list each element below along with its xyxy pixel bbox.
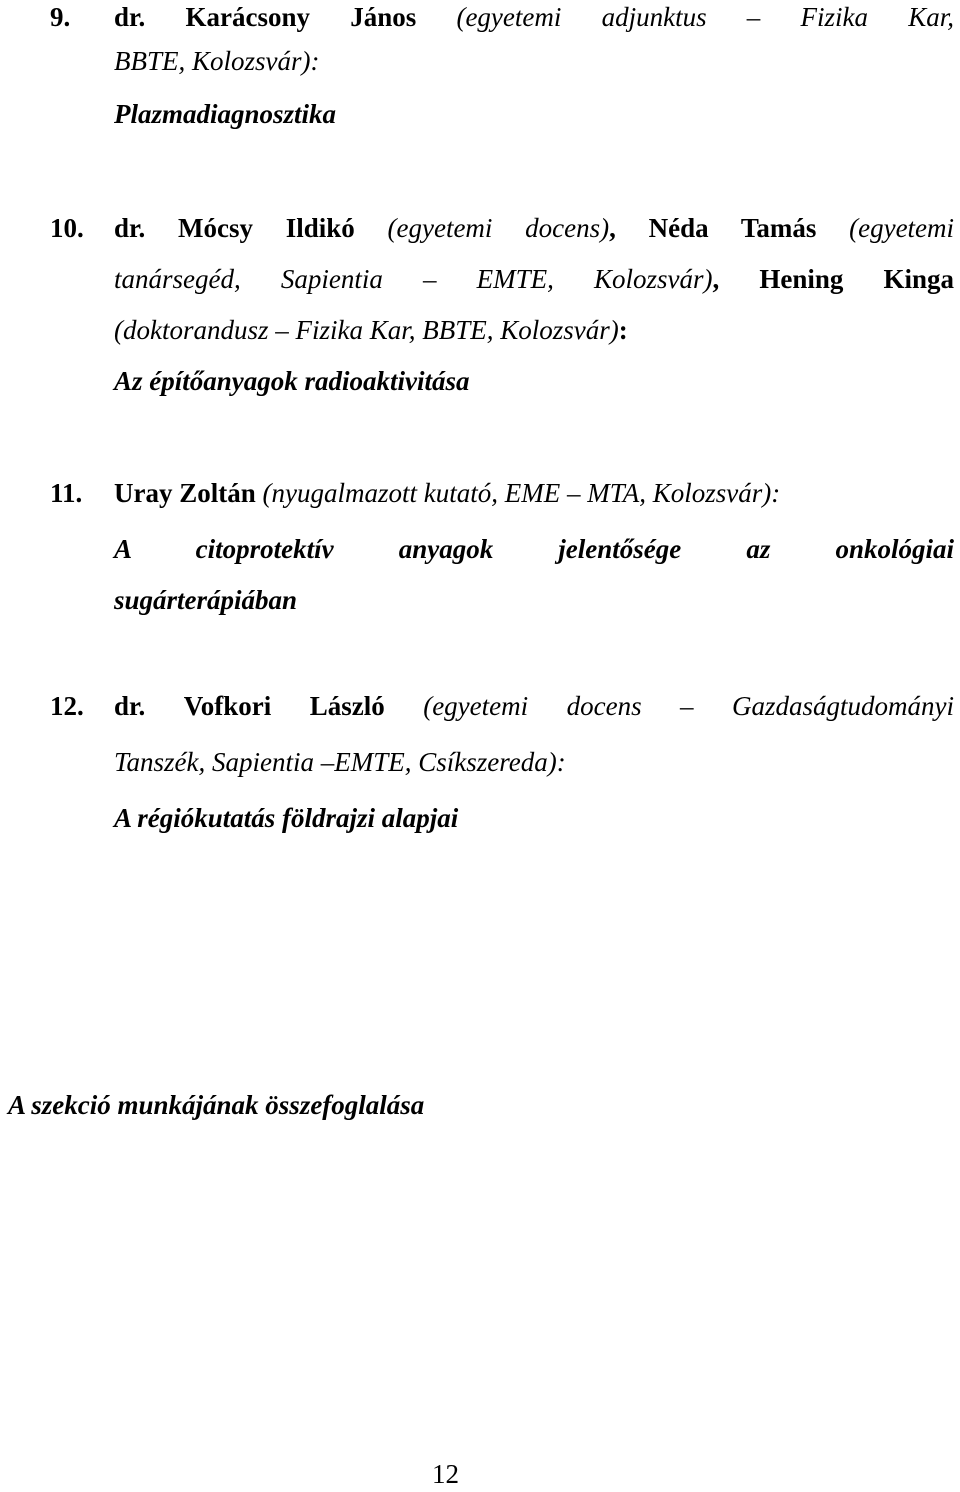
item-number: 11. [50,478,83,508]
item-line [114,44,320,78]
author-name: Mócsy Ildikó [178,213,355,243]
item-number: 10. [50,213,84,243]
author-name: Karácsony János [185,2,417,32]
affiliation: (nyugalmazott kutató, EME – MTA, Kolozsvár): [262,478,781,508]
item-line [114,364,470,398]
item-line [114,313,628,347]
author-title: dr. [114,213,146,243]
talk-title: Plazmadiagnosztika [114,99,337,129]
item-line [114,689,954,723]
author-name: Hening Kinga [759,264,954,294]
talk-title: Az építőanyagok radioaktivitása [114,366,470,396]
author-title: dr. [114,2,146,32]
author-name: Uray Zoltán [114,478,256,508]
page-number: 12 [432,1459,459,1489]
affiliation: (egyetemi [849,213,955,243]
item-line [114,801,458,835]
item-line [114,97,336,131]
affiliation: tanársegéd, Sapientia – EMTE, Kolozsvár) [114,264,713,294]
section-heading [8,1088,424,1122]
item-line [114,262,954,296]
author-name: Vofkori László [183,691,385,721]
item-line [114,0,954,34]
separator: , [609,213,616,243]
talk-title: A régiókutatás földrajzi alapjai [114,803,459,833]
affiliation: (egyetemi docens – Gazdaságtudományi [423,691,955,721]
item-line [114,745,566,779]
talk-title: A citoprotektív anyagok jelentősége az onkológiai [114,534,954,564]
author-title: dr. [114,691,146,721]
item-line [114,532,954,566]
item-line [114,211,954,245]
affiliation: Tanszék, Sapientia –EMTE, Csíkszereda): [114,747,566,777]
affiliation: BBTE, Kolozsvár): [114,46,320,76]
author-name: Néda Tamás [648,213,817,243]
separator: , [712,264,720,294]
item-line [114,583,297,617]
section-heading-text: A szekció munkájának összefoglalása [8,1090,425,1120]
affiliation: (doktorandusz – Fizika Kar, BBTE, Kolozsvár) [114,315,619,345]
affiliation: (egyetemi adjunktus – Fizika Kar, [456,2,954,32]
talk-title: sugárterápiában [114,585,298,615]
item-number: 12. [50,691,84,721]
separator: : [618,315,628,345]
affiliation: (egyetemi docens) [387,213,610,243]
item-line [114,476,780,510]
item-number: 9. [50,2,71,32]
